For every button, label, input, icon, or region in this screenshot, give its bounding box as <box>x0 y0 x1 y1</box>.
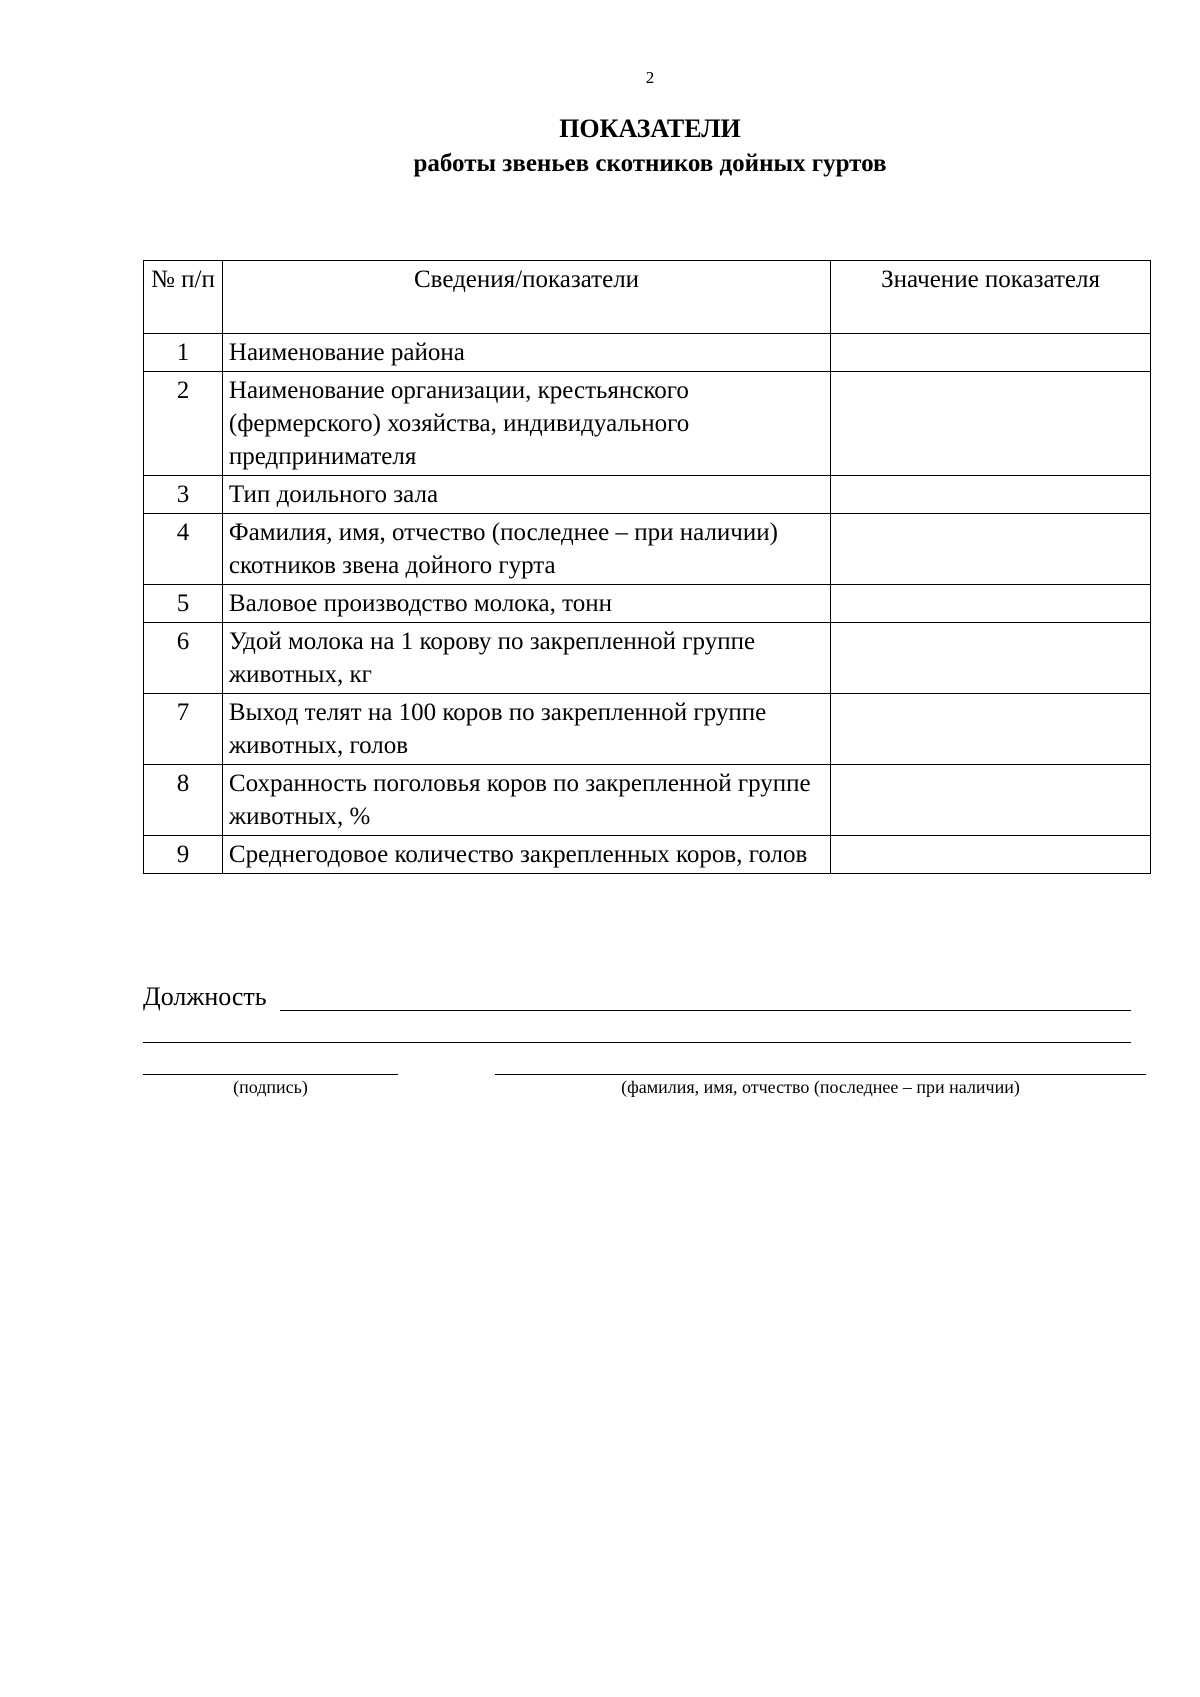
row-info: Выход телят на 100 коров по закрепленной группе животных, голов <box>222 694 830 765</box>
row-info: Наименование района <box>222 334 830 372</box>
header-value: Значение показателя <box>831 261 1151 334</box>
row-num: 5 <box>144 585 223 623</box>
table-row <box>144 836 1151 874</box>
table-row <box>144 623 1151 694</box>
name-caption: (фамилия, имя, отчество (последнее – при наличии) <box>621 1077 1020 1097</box>
row-value[interactable] <box>831 585 1151 623</box>
row-num: 3 <box>144 476 223 514</box>
row-num: 8 <box>144 765 223 836</box>
row-info: Сохранность поголовья коров по закрепленной группе животных, % <box>222 765 830 836</box>
row-info: Среднегодовое количество закрепленных коров, голов <box>222 836 830 874</box>
table-row <box>144 476 1151 514</box>
row-info: Валовое производство молока, тонн <box>222 585 830 623</box>
table-row <box>144 334 1151 372</box>
row-value[interactable] <box>831 476 1151 514</box>
row-num: 9 <box>144 836 223 874</box>
row-info: Удой молока на 1 корову по закрепленной группе животных, кг <box>222 623 830 694</box>
signature-caption: (подпись) <box>233 1077 308 1097</box>
page-number: 2 <box>645 68 655 87</box>
row-value[interactable] <box>831 334 1151 372</box>
table-row <box>144 585 1151 623</box>
table-row <box>144 765 1151 836</box>
row-info: Тип доильного зала <box>222 476 830 514</box>
row-value[interactable] <box>831 623 1151 694</box>
position-line[interactable] <box>280 1010 1131 1011</box>
row-value[interactable] <box>831 694 1151 765</box>
row-num: 6 <box>144 623 223 694</box>
position-label: Должность <box>143 982 267 1011</box>
row-num: 1 <box>144 334 223 372</box>
signature-line[interactable] <box>143 1074 398 1075</box>
row-value[interactable] <box>831 765 1151 836</box>
row-num: 7 <box>144 694 223 765</box>
row-num: 4 <box>144 514 223 585</box>
row-value[interactable] <box>831 836 1151 874</box>
document-subtitle: работы звеньев скотников дойных гуртов <box>413 150 887 177</box>
header-num: № п/п <box>144 261 223 334</box>
row-value[interactable] <box>831 372 1151 476</box>
document-title: ПОКАЗАТЕЛИ <box>559 114 741 143</box>
indicators-table <box>143 260 1151 874</box>
header-info: Сведения/показатели <box>222 261 830 334</box>
row-info: Наименование организации, крестьянского (фермерского) хозяйства, индивидуального предпринимателя <box>222 372 830 476</box>
table-row <box>144 372 1151 476</box>
row-info: Фамилия, имя, отчество (последнее – при наличии) скотников звена дойного гурта <box>222 514 830 585</box>
table-header-row <box>144 261 1151 334</box>
row-num: 2 <box>144 372 223 476</box>
row-value[interactable] <box>831 514 1151 585</box>
name-line[interactable] <box>495 1074 1146 1075</box>
table-row <box>144 694 1151 765</box>
table-row <box>144 514 1151 585</box>
position-line-2[interactable] <box>143 1042 1131 1043</box>
